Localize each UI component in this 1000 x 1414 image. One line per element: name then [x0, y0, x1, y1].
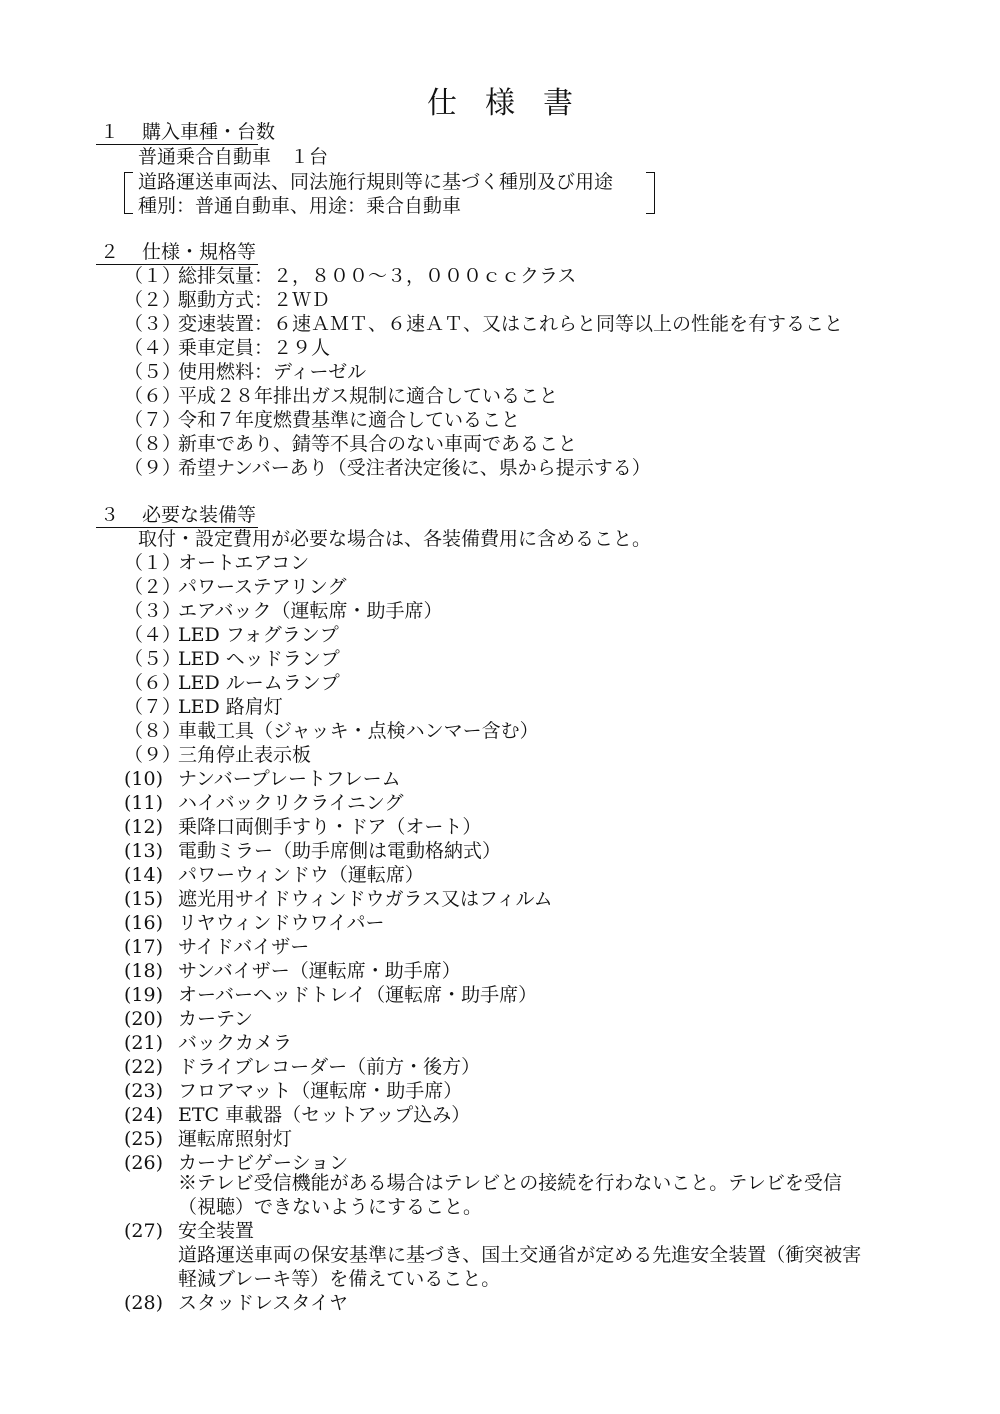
item-number: (25) — [124, 1128, 164, 1150]
item-text: ナンバープレートフレーム — [178, 768, 401, 790]
item-number: (21) — [124, 1032, 164, 1054]
item-text: リヤウィンドウワイパー — [178, 912, 385, 934]
document-title: 仕様書 — [427, 86, 601, 121]
list-item — [124, 312, 843, 336]
list-item — [124, 1219, 254, 1243]
item-number: (27) — [124, 1220, 164, 1242]
item-text: ETC 車載器（セットアップ込み） — [178, 1104, 471, 1126]
list-item — [124, 839, 501, 863]
item-text: サイドバイザー — [178, 936, 310, 958]
note-bracket-left — [124, 172, 133, 214]
list-item — [124, 935, 309, 959]
item-text: 新車であり、錆等不具合のない車両であること — [178, 433, 578, 455]
item-text: LED 路肩灯 — [178, 696, 283, 718]
item-text: 安全装置 — [178, 1220, 255, 1242]
list-item — [124, 408, 520, 432]
list-item — [124, 767, 401, 791]
item-number: (11) — [124, 792, 164, 814]
list-item — [124, 1127, 292, 1151]
item-text: カーテン — [178, 1008, 254, 1030]
list-item — [124, 695, 283, 719]
list-item — [124, 791, 404, 815]
item-text: 希望ナンバーあり（受注者決定後に、県から提示する） — [178, 457, 651, 479]
item-text: パワーステアリング — [178, 576, 347, 598]
list-item — [124, 647, 340, 671]
item-text: ドライブレコーダー（前方・後方） — [178, 1056, 481, 1078]
item26-note-line2: （視聴）できないようにすること。 — [178, 1196, 483, 1218]
item-number: （１） — [124, 552, 182, 574]
list-item — [124, 815, 481, 839]
item-number: (17) — [124, 936, 164, 958]
item-number: (23) — [124, 1080, 164, 1102]
list-item — [124, 1007, 253, 1031]
item-text: 使用燃料：ディーゼル — [178, 361, 367, 383]
item-number: （６） — [124, 672, 182, 694]
item-number: （１） — [124, 265, 182, 287]
list-item — [124, 599, 442, 623]
note-bracket-right — [646, 172, 655, 214]
item-number: （５） — [124, 648, 182, 670]
item-number: (28) — [124, 1292, 164, 1314]
item-text: バックカメラ — [178, 1032, 293, 1054]
list-item — [124, 1055, 480, 1079]
item27-note-line1: 道路運送車両の保安基準に基づき、国土交通省が定める先進安全装置（衝突被害 — [178, 1244, 862, 1266]
section2-number: ２ — [100, 241, 120, 263]
item-number: (26) — [124, 1152, 164, 1174]
section2-heading — [96, 240, 258, 265]
item-text: 乗車定員：２９人 — [178, 337, 331, 359]
item-number: (20) — [124, 1008, 164, 1030]
item-number: （４） — [124, 337, 182, 359]
item-text: 三角停止表示板 — [178, 744, 312, 766]
list-item — [124, 432, 577, 456]
list-item — [124, 863, 424, 887]
item-text: 遮光用サイドウィンドウガラス又はフィルム — [178, 888, 553, 910]
item-text: オートエアコン — [178, 552, 310, 574]
item-text: LED ルームランプ — [178, 672, 340, 694]
item-number: （２） — [124, 576, 182, 598]
list-item — [124, 1079, 462, 1103]
item-text: スタッドレスタイヤ — [178, 1292, 349, 1314]
item-number: （４） — [124, 624, 182, 646]
section1-note-line2: 種別：普通自動車、用途：乗合自動車 — [138, 195, 462, 217]
item-text: 車載工具（ジャッキ・点検ハンマー含む） — [178, 720, 539, 742]
list-item — [124, 264, 576, 288]
section1-heading — [96, 120, 276, 145]
item-text: ハイバックリクライニング — [178, 792, 404, 814]
item-text: エアバック（運転席・助手席） — [178, 600, 443, 622]
item-number: （９） — [124, 744, 182, 766]
item-number: (18) — [124, 960, 164, 982]
list-item — [124, 456, 651, 480]
section3-heading — [96, 503, 258, 528]
item-number: (10) — [124, 768, 164, 790]
item-number: (15) — [124, 888, 164, 910]
item-number: （６） — [124, 385, 182, 407]
item27-note-line2: 軽減ブレーキ等）を備えていること。 — [178, 1268, 501, 1290]
section1-heading-text: 購入車種・台数 — [142, 121, 276, 143]
list-item — [124, 959, 461, 983]
item-number: (12) — [124, 816, 164, 838]
list-item — [124, 1031, 292, 1055]
list-item — [124, 623, 339, 647]
item-number: (19) — [124, 984, 164, 1006]
list-item — [124, 575, 347, 599]
item-text: サンバイザー（運転席・助手席） — [178, 960, 461, 982]
item-number: (13) — [124, 840, 164, 862]
item-number: (22) — [124, 1056, 164, 1078]
item-number: （５） — [124, 361, 182, 383]
item-number: （８） — [124, 720, 182, 742]
item-text: 乗降口両側手すり・ドア（オート） — [178, 816, 482, 838]
item-text: 電動ミラー（助手席側は電動格納式） — [178, 840, 502, 862]
list-item — [124, 719, 539, 743]
section3-number: ３ — [100, 504, 120, 526]
item-text: フロアマット（運転席・助手席） — [178, 1080, 463, 1102]
list-item — [124, 551, 309, 575]
item-text: LED ヘッドランプ — [178, 648, 340, 670]
item-text: 令和７年度燃費基準に適合していること — [178, 409, 521, 431]
list-item — [124, 360, 366, 384]
section1-note-line1: 道路運送車両法、同法施行規則等に基づく種別及び用途 — [138, 171, 614, 193]
section1-number: １ — [100, 121, 120, 143]
item-number: （３） — [124, 313, 182, 335]
section2-heading-text: 仕様・規格等 — [142, 241, 257, 263]
list-item — [124, 384, 558, 408]
item-number: （２） — [124, 289, 182, 311]
list-item — [124, 288, 330, 312]
list-item — [124, 743, 311, 767]
item26-note-line1: ※テレビ受信機能がある場合はテレビとの接続を行わないこと。テレビを受信 — [178, 1172, 842, 1194]
item-number: (16) — [124, 912, 164, 934]
item-number: （７） — [124, 409, 182, 431]
item-text: 平成２８年排出ガス規制に適合していること — [178, 385, 559, 407]
section3-heading-text: 必要な装備等 — [142, 504, 257, 526]
list-item — [124, 1291, 348, 1315]
item-text: パワーウィンドウ（運転席） — [178, 864, 424, 886]
item-number: (24) — [124, 1104, 164, 1126]
item-text: 総排気量：２，８００～３，０００ｃｃクラス — [178, 265, 577, 287]
list-item — [124, 671, 340, 695]
item-text: カーナビゲーション — [178, 1152, 349, 1174]
item-number: (14) — [124, 864, 164, 886]
item-text: LED フォグランプ — [178, 624, 339, 646]
list-item — [124, 336, 330, 360]
item-text: 駆動方式：２ＷＤ — [178, 289, 331, 311]
section3-intro: 取付・設定費用が必要な場合は、各装備費用に含めること。 — [138, 528, 652, 550]
list-item — [124, 911, 385, 935]
list-item — [124, 983, 537, 1007]
section1-vehicle: 普通乗合自動車 １台 — [138, 146, 329, 168]
item-text: オーバーヘッドトレイ（運転席・助手席） — [178, 984, 538, 1006]
item-number: （９） — [124, 457, 182, 479]
item-text: 変速装置：６速ＡＭＴ、６速ＡＴ、又はこれらと同等以上の性能を有すること — [178, 313, 844, 335]
item-number: （８） — [124, 433, 182, 455]
item-text: 運転席照射灯 — [178, 1128, 293, 1150]
item-number: （７） — [124, 696, 182, 718]
list-item — [124, 1103, 470, 1127]
item-number: （３） — [124, 600, 182, 622]
list-item — [124, 887, 553, 911]
